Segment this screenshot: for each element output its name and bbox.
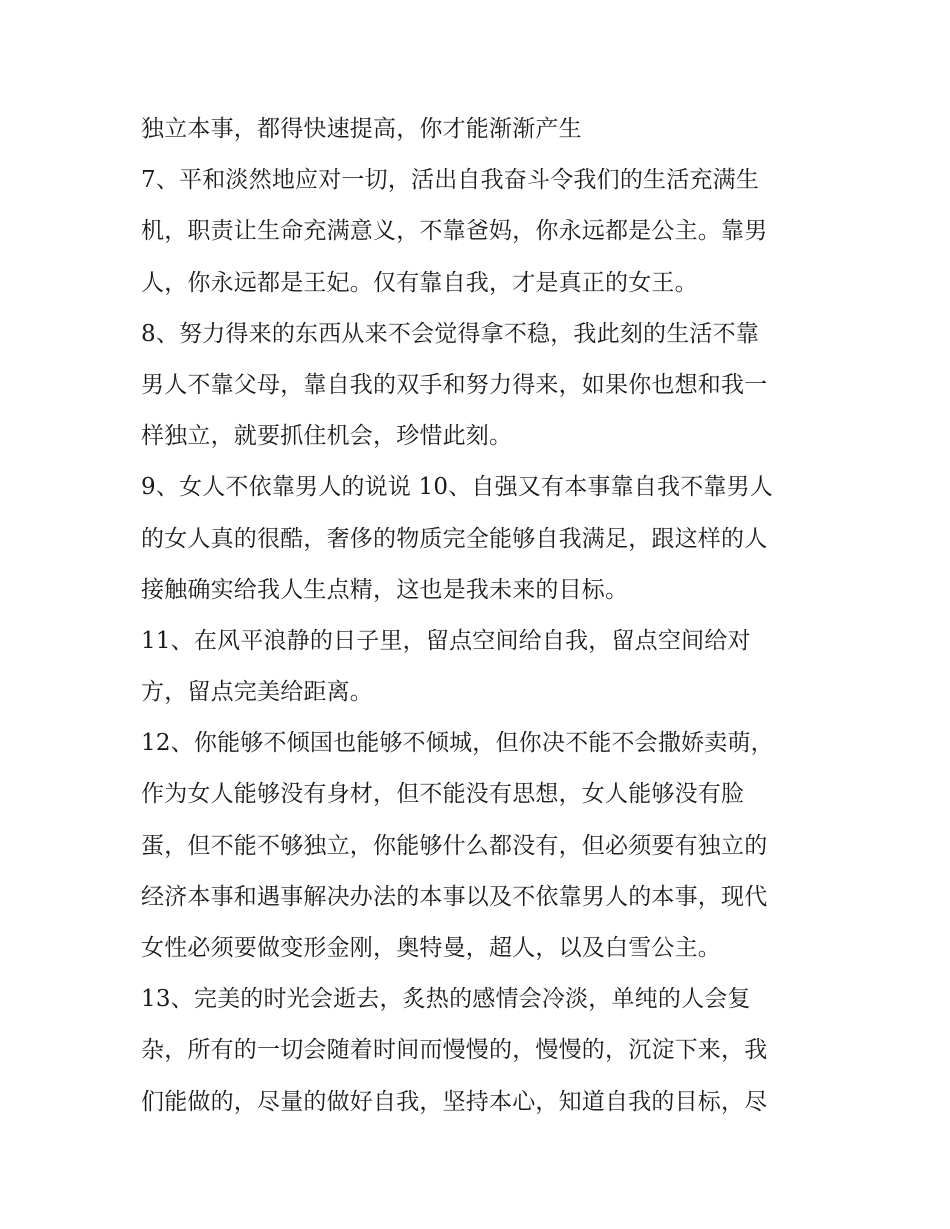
text-line: 样独立，就要抓住机会，珍惜此刻。: [141, 423, 513, 450]
text-line: 女性必须要做变形金刚，奥特曼，超人，以及白雪公主。: [141, 935, 721, 961]
text-line: 作为女人能够没有身材，但不能没有思想，女人能够没有脸: [141, 781, 745, 808]
text-line: 蛋，但不能不够独立，你能够什么都没有，但必须要有独立的: [141, 832, 768, 859]
text-line: 接触确实给我人生点精，这也是我未来的目标。: [141, 576, 629, 603]
text-line: 12、你能够不倾国也能够不倾城，但你决不能不会撒娇卖萌，: [141, 730, 774, 757]
text-line: 人，你永远都是王妃。仅有靠自我，才是真正的女王。: [141, 269, 698, 296]
text-line: 杂，所有的一切会随着时间而慢慢的，慢慢的，沉淀下来，我: [141, 1037, 768, 1064]
text-line: 方，留点完美给距离。: [141, 679, 373, 706]
text-line: 11、在风平浪静的日子里，留点空间给自我，留点空间给对: [141, 627, 751, 654]
text-line: 的女人真的很酷，奢侈的物质完全能够自我满足，跟这样的人: [141, 525, 768, 552]
text-line: 13、完美的时光会逝去，炙热的感情会冷淡，单纯的人会复: [141, 986, 751, 1013]
text-line: 机，职责让生命充满意义，不靠爸妈，你永远都是公主。靠男: [141, 218, 768, 245]
text-line: 经济本事和遇事解决办法的本事以及不依靠男人的本事，现代: [141, 883, 768, 910]
text-line: 男人不靠父母，靠自我的双手和努力得来，如果你也想和我一: [141, 371, 768, 398]
text-line: 9、女人不依靠男人的说说 10、自强又有本事靠自我不靠男人: [141, 474, 774, 501]
text-line: 们能做的，尽量的做好自我，坚持本心，知道自我的目标，尽: [141, 1088, 768, 1115]
document-body: [141, 104, 821, 1128]
text-line: 7、平和淡然地应对一切，活出自我奋斗令我们的生活充满生: [141, 167, 760, 194]
text-line: 8、努力得来的东西从来不会觉得拿不稳，我此刻的生活不靠: [141, 320, 760, 347]
text-line: 独立本事，都得快速提高，你才能渐渐产生: [141, 116, 582, 142]
